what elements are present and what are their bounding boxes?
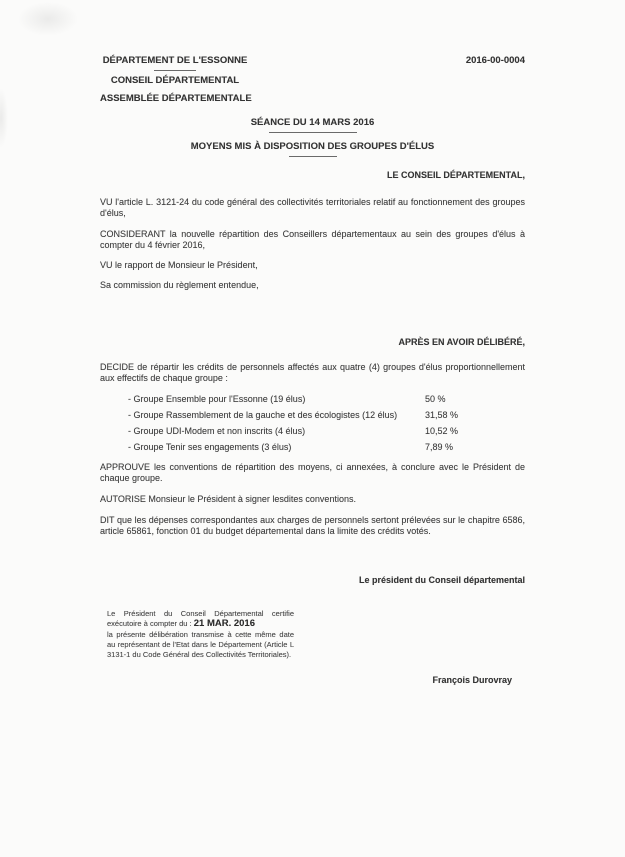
recital-vu-rapport: VU le rapport de Monsieur le Président,	[100, 260, 258, 270]
dit-paragraph: DIT que les dépenses correspondantes aux charges de personnels sertont prélevées sur le chapitre 6586, article 65861, fonction 01 du budget départemental dans la limite des crédits votés.	[100, 515, 525, 536]
recital-considerant: CONSIDERANT la nouvelle répartition des Conseillers départementaux au sein des groupes d'élus à compter du 4 février 2016,	[100, 229, 525, 250]
deliberation-header: APRÈS EN AVOIR DÉLIBÉRÉ,	[398, 337, 525, 347]
document-header	[100, 55, 525, 104]
allocation-percentage: 31,58 %	[425, 410, 459, 420]
signature-title: Le président du Conseil départemental	[358, 575, 525, 585]
executory-date-stamp: 21 MAR. 2016	[193, 618, 255, 630]
allocation-percentage: 10,52 %	[425, 426, 459, 436]
opening-formula: LE CONSEIL DÉPARTEMENTAL,	[386, 170, 525, 180]
allocation-group-label: - Groupe UDI-Modem et non inscrits (4 élus)	[128, 426, 306, 436]
autorise-paragraph: AUTORISE Monsieur le Président à signer lesdites conventions.	[100, 494, 356, 504]
header-divider	[154, 70, 196, 71]
document-number: 2016-00-0004	[465, 55, 525, 66]
session-title: SÉANCE DU 14 MARS 2016	[250, 117, 375, 128]
recital-vu-article: VU l'article L. 3121-24 du code général des collectivités territoriales relatif au fonctionnement des groupes d'élus,	[100, 197, 525, 218]
decide-paragraph: DECIDE de répartir les crédits de personnels affectés aux quatre (4) groupes d'élus proportionnellement aux effectifs de chaque groupe :	[100, 362, 525, 383]
session-divider	[269, 132, 357, 133]
approuve-paragraph: APPROUVE les conventions de répartition des moyens, ci annexées, à conclure avec le Président de chaque groupe.	[100, 462, 525, 483]
council-title: CONSEIL DÉPARTEMENTAL	[110, 75, 240, 86]
document-content	[100, 55, 525, 586]
signature-name: François Durovray	[432, 675, 512, 685]
allocation-row	[100, 426, 525, 437]
allocation-group-label: - Groupe Rassemblement de la gauche et des écologistes (12 élus)	[128, 410, 398, 420]
subject-divider	[289, 156, 337, 157]
allocation-group-label: - Groupe Ensemble pour l'Essonne (19 élus)	[128, 394, 306, 404]
assembly-title: ASSEMBLÉE DÉPARTEMENTALE	[100, 93, 252, 104]
allocation-percentage: 50 %	[425, 394, 446, 404]
header-left-block	[100, 55, 250, 104]
allocation-row	[100, 394, 525, 405]
allocation-row	[100, 410, 525, 421]
department-title: DÉPARTEMENT DE L'ESSONNE	[102, 55, 248, 66]
allocation-percentage: 7,89 %	[425, 442, 454, 452]
certification-text-before: Le Président du Conseil Départemental certifie exécutoire à compter du :	[107, 609, 294, 629]
recital-commission: Sa commission du règlement entendue,	[100, 280, 259, 290]
allocation-list	[100, 394, 525, 453]
scan-smudge-top-left	[18, 2, 78, 36]
allocation-group-label: - Groupe Tenir ses engagements (3 élus)	[128, 442, 292, 452]
subject-title: MOYENS MIS À DISPOSITION DES GROUPES D'ÉLUS	[190, 141, 435, 152]
certification-block	[107, 609, 294, 660]
allocation-row	[100, 442, 525, 453]
certification-text-after: la présente délibération transmise à cette même date au représentant de l'Etat dans le Département (Article L 3131-1 du Code Général des Collectivités Territoriales).	[107, 629, 294, 660]
scan-smudge-left-edge	[0, 88, 8, 148]
